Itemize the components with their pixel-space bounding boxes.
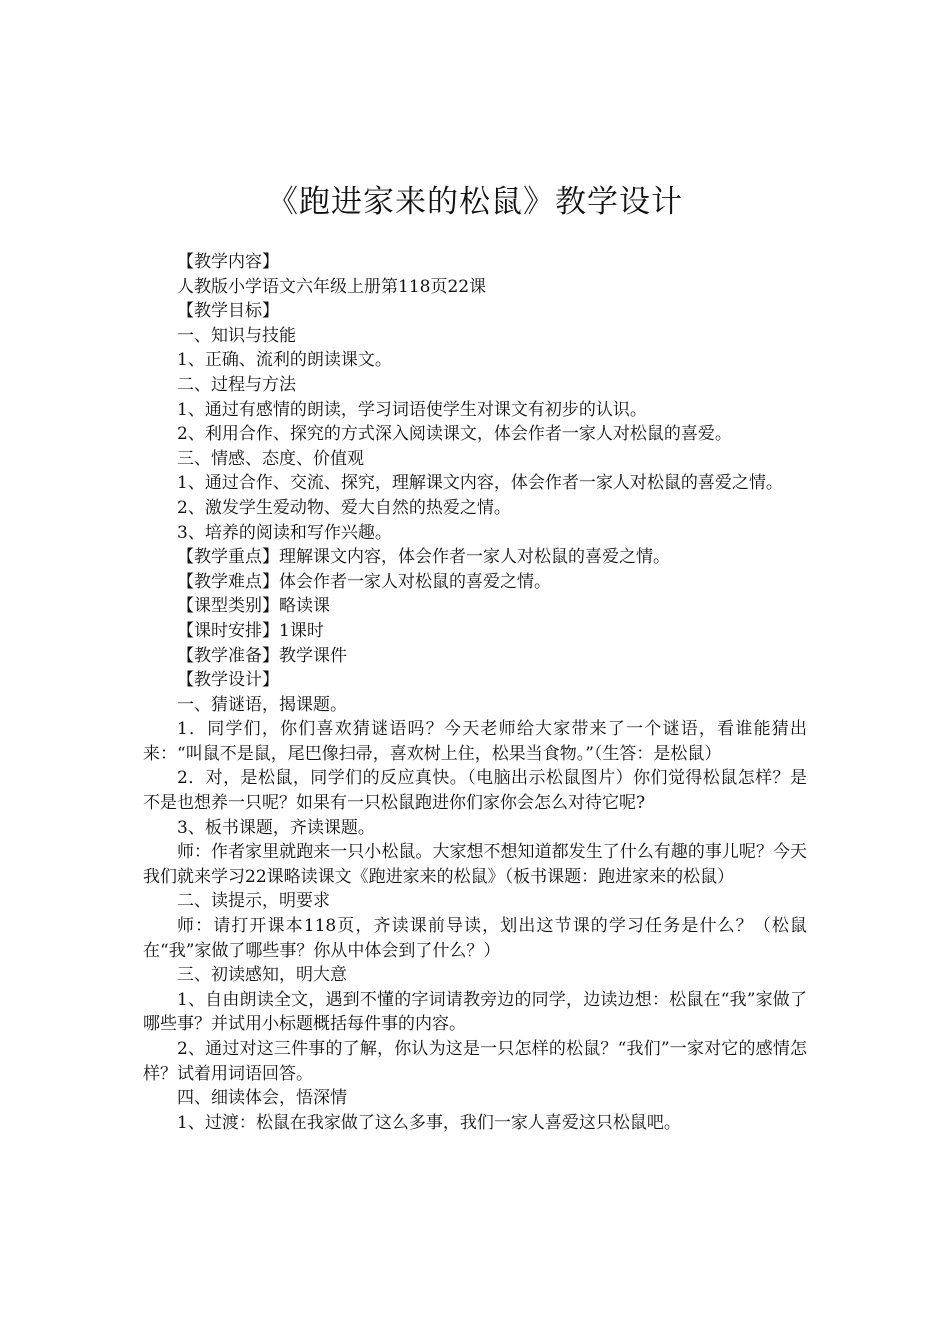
- paragraph: 四、细读体会，悟深情: [177, 1088, 347, 1109]
- paragraph: 人教版小学语文六年级上册第118页22课: [177, 276, 487, 297]
- paragraph: 一、猜谜语，揭课题。: [177, 694, 347, 715]
- paragraph: 一、知识与技能: [177, 325, 296, 346]
- document-body: [143, 250, 807, 1135]
- paragraph: 三、情感、态度、价值观: [177, 448, 364, 469]
- paragraph: 师：请打开课本118页，齐读课前导读，划出这节课的学习任务是什么？（松鼠在“我”家做了哪些事？你从中体会到了什么？）: [143, 916, 807, 961]
- paragraph: 【课型类别】略读课: [177, 596, 330, 617]
- paragraph: 【课时安排】1课时: [177, 620, 324, 641]
- paragraph: 二、读提示，明要求: [177, 891, 330, 912]
- paragraph: 二、过程与方法: [177, 374, 296, 395]
- paragraph: 三、初读感知，明大意: [177, 965, 347, 986]
- paragraph: 【教学目标】: [177, 301, 279, 322]
- paragraph: 1、通过有感情的朗读，学习词语使学生对课文有初步的认识。: [177, 399, 647, 420]
- paragraph: 3、板书课题，齐读课题。: [177, 817, 375, 838]
- paragraph: 师：作者家里就跑来一只小松鼠。大家想不想知道都发生了什么有趣的事儿呢？今天我们就来学习22课略读课文《跑进家来的松鼠》（板书课题：跑进家来的松鼠）: [143, 842, 807, 887]
- paragraph: 【教学设计】: [177, 670, 279, 691]
- paragraph: 【教学内容】: [177, 252, 279, 272]
- paragraph: 3、培养的阅读和写作兴趣。: [177, 522, 392, 543]
- paragraph: 【教学难点】体会作者一家人对松鼠的喜爱之情。: [177, 571, 551, 592]
- paragraph: 1、正确、流利的朗读课文。: [177, 350, 392, 371]
- paragraph: 2、通过对这三件事的了解，你认为这是一只怎样的松鼠？“我们”一家对它的感情怎样？试着用词语回答。: [143, 1039, 807, 1084]
- paragraph: 【教学准备】教学课件: [177, 645, 347, 666]
- paragraph: 【教学重点】理解课文内容，体会作者一家人对松鼠的喜爱之情。: [177, 547, 670, 568]
- paragraph: 1、过渡：松鼠在我家做了这么多事，我们一家人喜爱这只松鼠吧。: [177, 1112, 681, 1133]
- paragraph: 1、自由朗读全文，遇到不懂的字词请教旁边的同学，边读边想：松鼠在“我”家做了哪些事？并试用小标题概括每件事的内容。: [143, 989, 807, 1035]
- paragraph: 1、通过合作、交流、探究，理解课文内容，体会作者一家人对松鼠的喜爱之情。: [177, 473, 783, 494]
- paragraph: 1．同学们，你们喜欢猜谜语吗？今天老师给大家带来了一个谜语，看谁能猜出来：“叫鼠不是鼠，尾巴像扫帚，喜欢树上住，松果当食物。”（生答：是松鼠）: [143, 719, 807, 764]
- paragraph: 2、利用合作、探究的方式深入阅读课文，体会作者一家人对松鼠的喜爱。: [177, 424, 732, 445]
- paragraph: 2、激发学生爱动物、爱大自然的热爱之情。: [177, 497, 511, 518]
- paragraph: 2．对，是松鼠，同学们的反应真快。（电脑出示松鼠图片）你们觉得松鼠怎样？是不是也想养一只呢？如果有一只松鼠跑进你们家你会怎么对待它呢?: [143, 768, 807, 814]
- document-title: 《跑进家来的松鼠》教学设计: [267, 184, 683, 220]
